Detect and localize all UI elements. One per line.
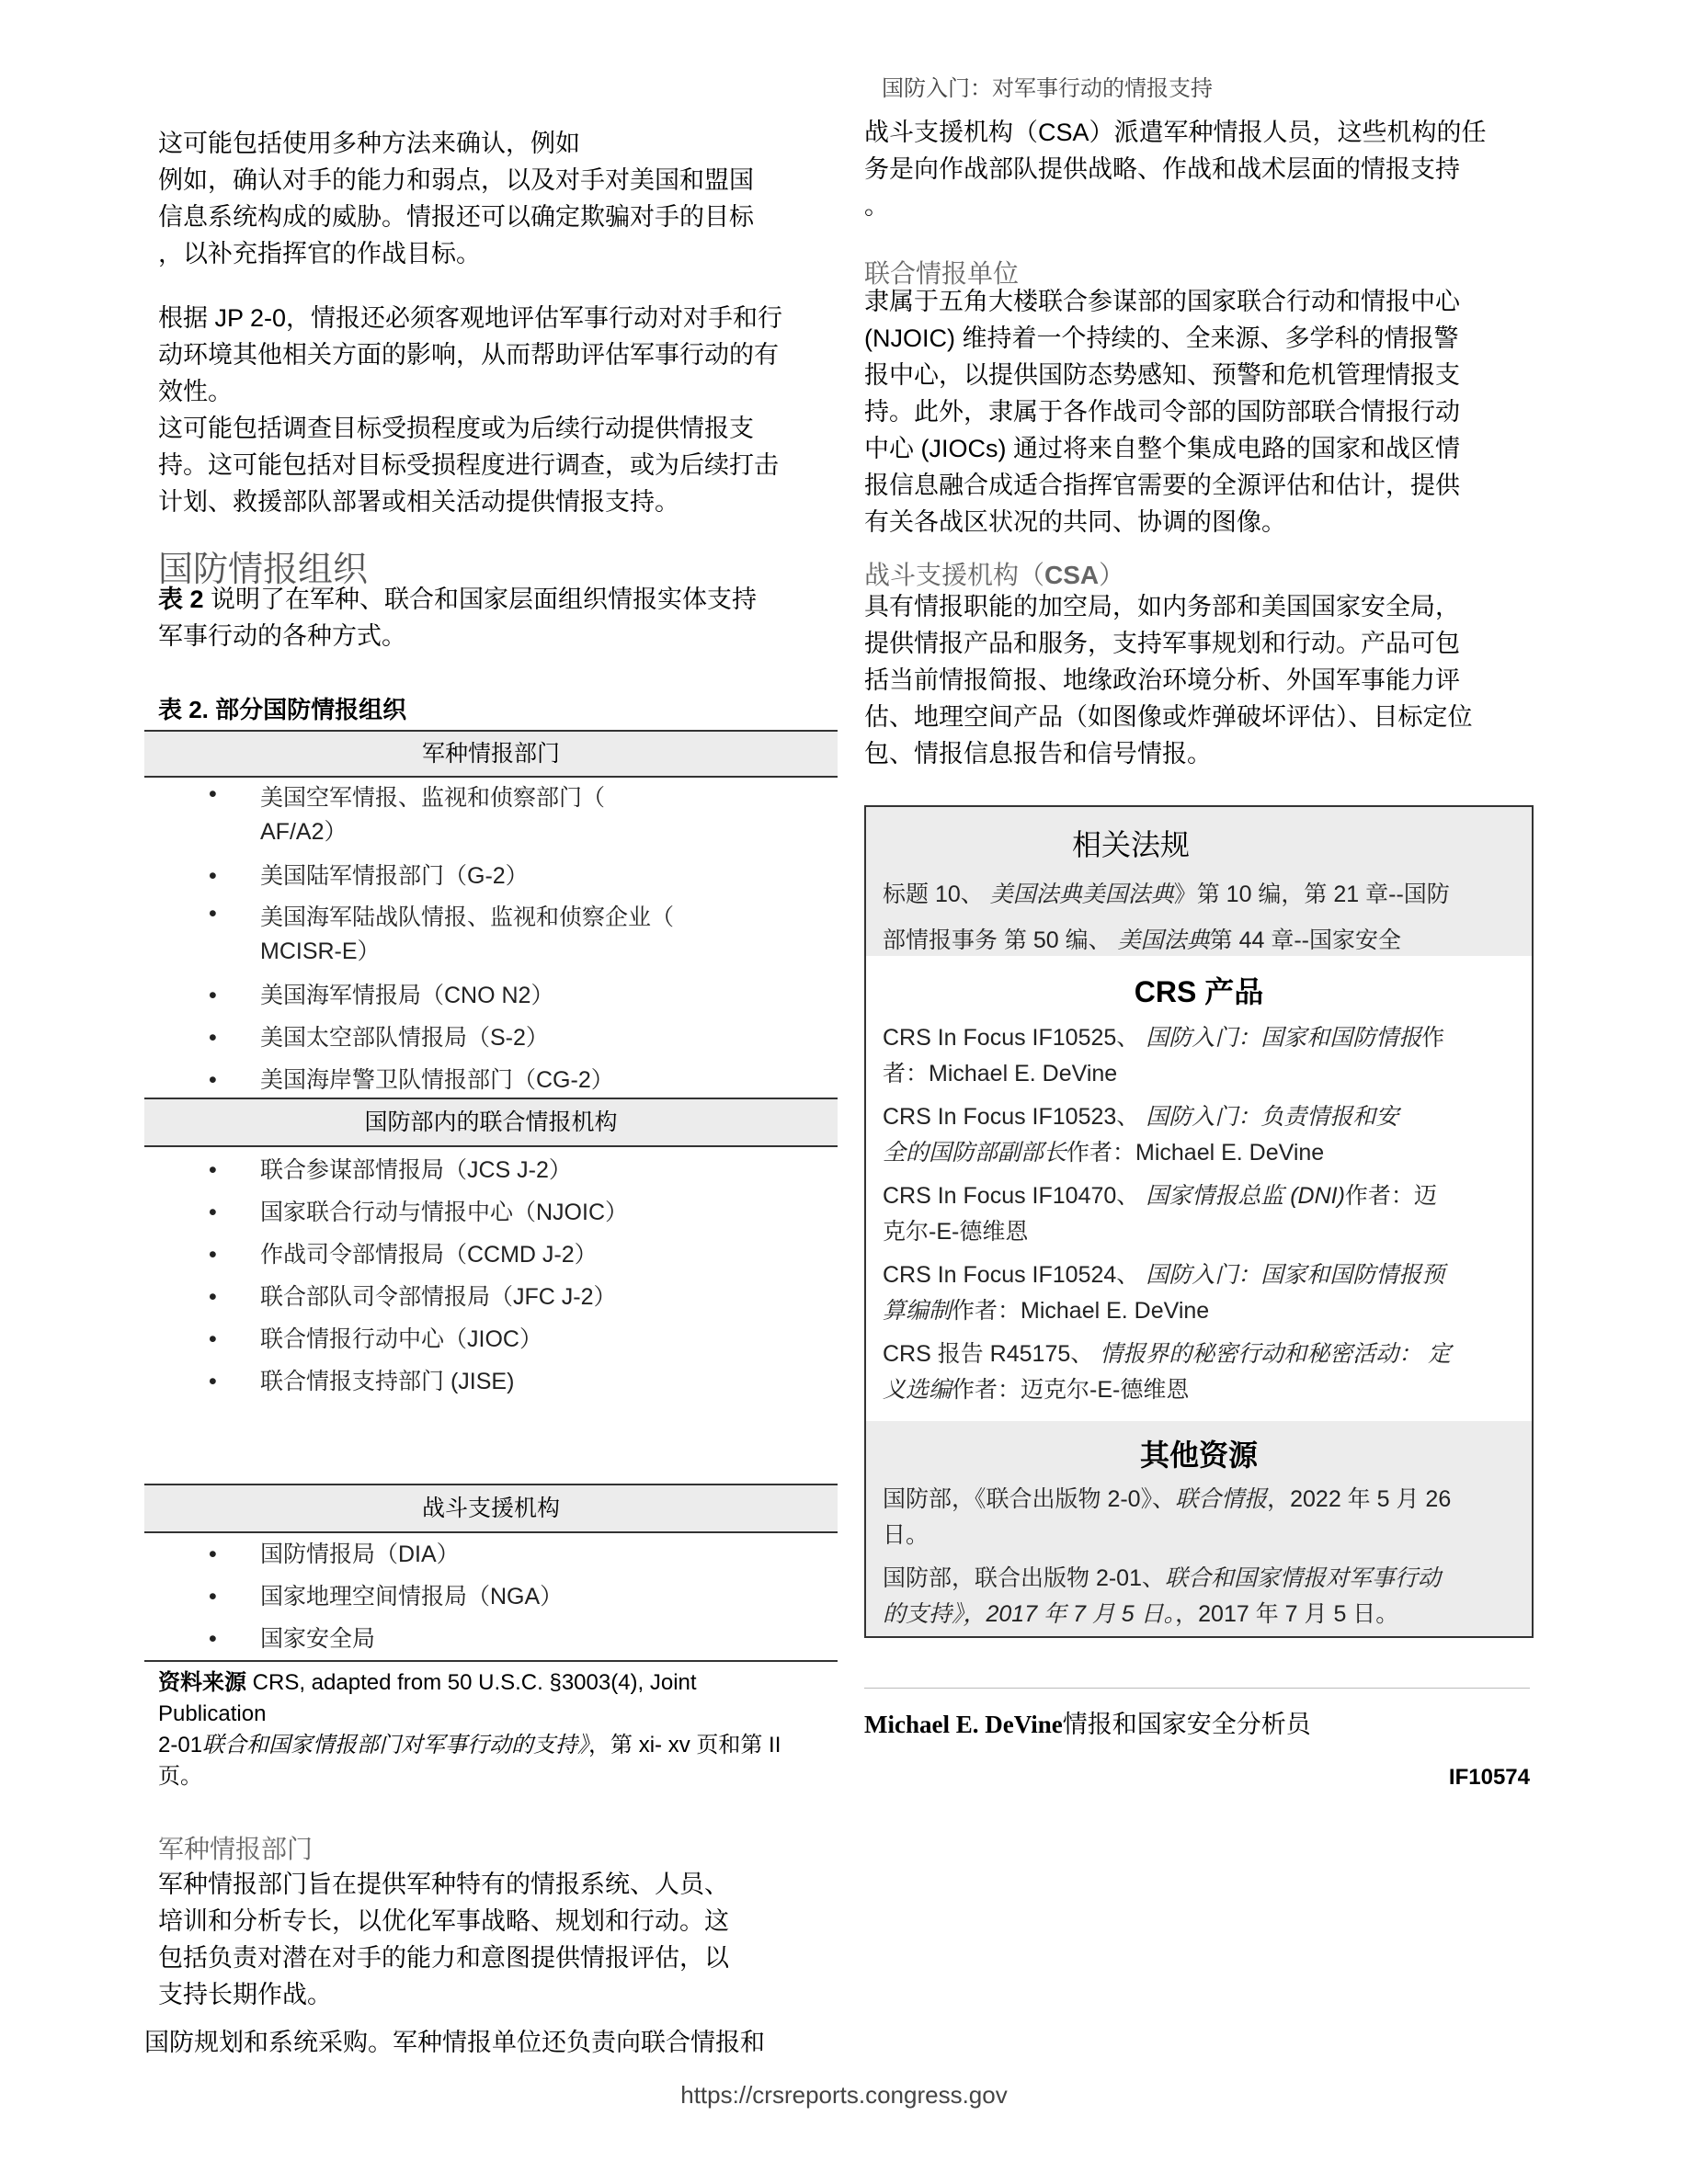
- list-item: • 美国海岸警卫队情报部门（CG-2）: [209, 1067, 614, 1093]
- author-title: 情报和国家安全分析员: [1062, 1711, 1311, 1738]
- crs-product-entry[interactable]: CRS In Focus IF10524、 国防入门：国家和国防情报预 算编制作者：Michael E. DeVine: [883, 1262, 1445, 1324]
- list-item: • 美国海军陆战队情报、监视和侦察企业（ MCISR-E）: [209, 901, 675, 964]
- list-item: • 国家联合行动与情报中心（NJOIC）: [209, 1200, 629, 1225]
- combat-support-paragraph: 具有情报职能的加空局，如内务部和美国国家安全局， 提供情报产品和服务，支持军事规划和行动。产品可包 括当前情报简报、地缘政治环境分析、外国军事能力评 估、地理空间产品（如图像或炸弹破坏评估）、目标定位 包、情报信息报告和信号情报。: [864, 593, 1473, 768]
- table-source-note: 资料来源 CRS, adapted from 50 U.S.C. §3003(4), Joint Publication 2-01联合和国家情报部门对军事行动的支持》，第 xi- xv 页和第 II 页。: [158, 1670, 781, 1789]
- list-item: • 美国太空部队情报局（S-2）: [209, 1025, 549, 1051]
- service-intel-continued: 国防规划和系统采购。军种情报单位还负责向联合情报和: [144, 2029, 765, 2056]
- table-header-service-intel: 军种情报部门: [144, 730, 838, 778]
- list-item: • 美国空军情报、监视和侦察部门（ AF/A2）: [209, 781, 606, 845]
- crs-product-entry[interactable]: CRS 报告 R45175、 情报界的秘密行动和秘密活动： 定 义选编作者：迈克尔-E-德维恩: [883, 1341, 1452, 1403]
- crs-products-title: CRS 产品: [1134, 975, 1264, 1008]
- joint-intel-list: [144, 1149, 838, 1403]
- author-name: Michael E. DeVine: [864, 1711, 1063, 1738]
- other-resource-entry: 国防部，《联合出版物 2-0》、联合情报，2022 年 5 月 26 日。: [883, 1486, 1452, 1548]
- related-laws-text: 标题 10、 美国法典美国法典》第 10 编，第 21 章--国防 部情报事务 第 50 编、 美国法典第 44 章--国家安全: [883, 882, 1450, 953]
- table-header-combat-support: 战斗支援机构: [144, 1484, 838, 1533]
- crs-product-entry[interactable]: CRS In Focus IF10525、 国防入门：国家和国防情报作 者：Michael E. DeVine: [883, 1025, 1445, 1086]
- section-heading-combat-support: 战斗支援机构（CSA）: [864, 561, 1125, 589]
- section-heading-joint-intel: 联合情报单位: [864, 259, 1020, 288]
- related-laws-title: 相关法规: [1072, 828, 1191, 861]
- footer-url[interactable]: https://crsreports.congress.gov: [680, 2081, 1008, 2109]
- joint-intel-paragraph: 隶属于五角大楼联合参谋部的国家联合行动和情报中心 (NJOIC) 维持着一个持续的、全来源、多学科的情报警 报中心，以提供国防态势感知、预警和危机管理情报支 持。此外，隶属于各作战司令部的国防部联合情报行动 中心 (JIOCs) 通过将来自整个集成电路的国家和战区情 报信息融合成适合指挥官需要的全源评估和估计，提供 有关各战区状况的共同、协调的图像。: [864, 288, 1460, 536]
- table-bottom-rule: [144, 1660, 838, 1662]
- crs-product-entry[interactable]: CRS In Focus IF10523、 国防入门：负责情报和安 全的国防部副部长作者：Michael E. DeVine: [883, 1104, 1399, 1166]
- list-item: • 联合情报支持部门 (JISE): [209, 1369, 515, 1394]
- csa-paragraph: 战斗支援机构（CSA）派遣军种情报人员，这些机构的任 务是向作战部队提供战略、作战和战术层面的情报支持 。: [864, 119, 1487, 220]
- running-header: 国防入门：对军事行动的情报支持: [882, 76, 1213, 101]
- crs-product-entry[interactable]: CRS In Focus IF10470、 国家情报总监 (DNI)作者：迈 克尔-E-德维恩: [883, 1183, 1437, 1245]
- other-resources-title: 其他资源: [1139, 1439, 1258, 1472]
- list-item: • 国家地理空间情报局（NGA）: [209, 1584, 564, 1610]
- service-intel-paragraph: 军种情报部门旨在提供军种特有的情报系统、人员、 培训和分析专长，以优化军事战略、规划和行动。这 包括负责对潜在对手的能力和意图提供情报评估，以 支持长期作战。: [158, 1871, 729, 2008]
- list-item: • 美国海军情报局（CNO N2）: [209, 983, 554, 1008]
- author-line: [864, 1704, 1311, 1740]
- combat-support-list: [144, 1533, 838, 1660]
- table-title: 表 2. 部分国防情报组织: [158, 696, 407, 723]
- section-heading-defense-intel-orgs: 国防情报组织: [158, 551, 369, 589]
- list-item: • 联合参谋部情报局（JCS J-2）: [209, 1157, 572, 1183]
- list-item: • 联合情报行动中心（JIOC）: [209, 1326, 542, 1352]
- resources-sidebar: [864, 805, 1534, 1638]
- list-item: • 国家安全局: [209, 1626, 376, 1652]
- table-intro-paragraph: 表 2 说明了在军种、联合和国家层面组织情报实体支持 军事行动的各种方式。: [158, 586, 758, 650]
- table-header-joint-intel: 国防部内的联合情报机构: [144, 1098, 838, 1147]
- list-item: • 国防情报局（DIA）: [209, 1541, 460, 1567]
- other-resources-panel: [866, 1421, 1532, 1640]
- section-heading-service-intel: 军种情报部门: [158, 1835, 314, 1863]
- jp-2-0-paragraph: 根据 JP 2-0，情报还必须客观地评估军事行动对对手和行 动环境其他相关方面的影响，从而帮助评估军事行动的有 效性。 这可能包括调查目标受损程度或为后续行动提供情报支 持。这可能包括对目标受损程度进行调查，或为后续打击 计划、救援部队部署或相关活动提供情报支持。: [158, 304, 783, 516]
- list-item: • 作战司令部情报局（CCMD J-2）: [209, 1242, 598, 1268]
- intro-paragraph: 这可能包括使用多种方法来确认，例如 例如，确认对手的能力和弱点，以及对手对美国和盟国 信息系统构成的威胁。情报还可以确定欺骗对手的目标 ，以补充指挥官的作战目标。: [158, 130, 754, 267]
- author-rule: [864, 1688, 1530, 1689]
- list-item: • 美国陆军情报部门（G-2）: [209, 863, 529, 889]
- crs-products-panel: [866, 956, 1532, 1421]
- service-intel-list: [144, 778, 838, 1101]
- other-resource-entry: 国防部，联合出版物 2-01、联合和国家情报对军事行动 的支持》，2017 年 7 月 5 日。，2017 年 7 月 5 日。: [883, 1565, 1441, 1627]
- report-id: IF10574: [1448, 1765, 1530, 1790]
- list-item: • 联合部队司令部情报局（JFC J-2）: [209, 1284, 617, 1310]
